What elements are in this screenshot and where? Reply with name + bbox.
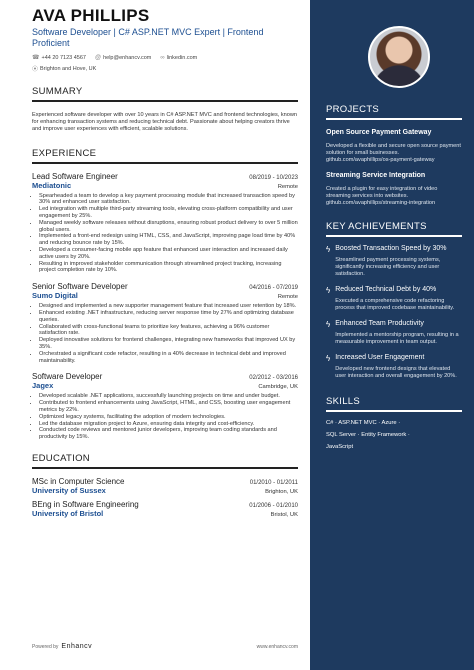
enhancv-logo: Enhancv bbox=[61, 643, 93, 650]
achievement-desc: Developed new frontend designs that elevated user interaction and overall engagement by 20%. bbox=[335, 366, 457, 380]
footer-url[interactable]: www.enhancv.com bbox=[256, 643, 298, 650]
link-icon: ∞ bbox=[160, 54, 165, 61]
skills-heading: SKILLS bbox=[326, 396, 462, 412]
job-title: Software Developer bbox=[32, 372, 103, 382]
bullet-list bbox=[32, 393, 298, 441]
edu-dates: 01/2006 - 01/2010 bbox=[249, 502, 298, 509]
degree: BEng in Software Engineering bbox=[32, 499, 139, 509]
bullet-item: • Optimized legacy systems, facilitating the adoption of modern technologies. bbox=[39, 414, 298, 421]
school-name: University of Sussex bbox=[32, 485, 106, 495]
bullet-item: • Collaborated with cross-functional teams to prioritize key features, achieving a 96% customer satisfaction rate. bbox=[39, 324, 298, 338]
powered-by bbox=[32, 643, 92, 650]
bullet-item: • Conducted code reviews and mentored junior developers, improving team coding standards and productivity by 15%. bbox=[39, 427, 298, 441]
experience-heading: EXPERIENCE bbox=[32, 148, 298, 164]
achievement-desc: Streamlined payment processing systems, significantly increasing efficiency and user satisfaction. bbox=[335, 257, 441, 277]
bullet-item: • Enhanced existing .NET infrastructure, reducing server response time by 27% and optimizing database queries. bbox=[39, 310, 298, 324]
email-contact[interactable] bbox=[95, 55, 151, 61]
job-entry bbox=[32, 372, 298, 441]
phone-contact[interactable] bbox=[32, 54, 86, 61]
achievement-name: Reduced Technical Debt by 40% bbox=[335, 285, 437, 293]
footer bbox=[32, 643, 298, 650]
location-pin-icon: ⦿ bbox=[32, 67, 39, 73]
sidebar bbox=[310, 0, 474, 670]
project-entry bbox=[326, 128, 462, 163]
bullet-item: • Developed scalable .NET applications, successfully launching projects on time and under budget. bbox=[39, 393, 298, 400]
bullet-item: • Managed weekly software releases without disruptions, ensuring robust product delivery to over 5 million global users. bbox=[39, 220, 298, 234]
company-name: Sumo Digital bbox=[32, 291, 78, 301]
achievements-heading: KEY ACHIEVEMENTS bbox=[326, 221, 462, 237]
summary-heading: SUMMARY bbox=[32, 86, 298, 102]
job-location: Cambridge, UK bbox=[258, 384, 298, 391]
company-name: Mediatonic bbox=[32, 180, 72, 190]
project-desc: Developed a flexible and secure open source payment solution for small businesses. github.com/avaphillips/os-payment-gateway bbox=[326, 143, 461, 163]
phone-icon: ☎ bbox=[32, 55, 40, 61]
job-title: Lead Software Engineer bbox=[32, 171, 118, 181]
school-name: University of Bristol bbox=[32, 508, 104, 518]
bullet-item: • Orchestrated a significant code refactor, resulting in a 40% decrease in technical debt and improved maintainability. bbox=[39, 351, 298, 365]
achievement-name: Increased User Engagement bbox=[335, 353, 425, 361]
job-title: Senior Software Developer bbox=[32, 282, 128, 292]
location-row bbox=[32, 64, 298, 73]
job-entry bbox=[32, 282, 298, 364]
achievement-entry bbox=[326, 245, 462, 278]
phone-text: +44 20 7123 4567 bbox=[41, 54, 86, 61]
project-entry bbox=[326, 171, 462, 206]
achievement-name: Enhanced Team Productivity bbox=[335, 319, 424, 327]
bullet-item: • Implemented a front-end redesign using HTML, CSS, and JavaScript, improving page load time by 40% and reducing bounce rate by 15%. bbox=[39, 233, 298, 247]
job-dates: 08/2019 - 10/2023 bbox=[249, 174, 298, 181]
achievement-entry bbox=[326, 286, 462, 312]
edu-location: Brighton, UK bbox=[265, 488, 298, 495]
achievement-desc: Executed a comprehensive code refactoring process that improved codebase maintainability. bbox=[335, 298, 455, 311]
skills-line: C# · ASP.NET MVC · Azure · bbox=[326, 419, 401, 426]
job-location: Remote bbox=[277, 294, 298, 301]
at-icon: @ bbox=[95, 54, 102, 61]
education-entry bbox=[32, 477, 298, 495]
lightning-icon: ϟ bbox=[326, 244, 331, 254]
profile-photo bbox=[368, 26, 430, 88]
company-name: Jagex bbox=[32, 381, 54, 391]
bullet-item: • Developed a consumer-facing mobile app feature that enhanced user interaction and increased daily active users by 20%. bbox=[39, 247, 298, 261]
bullet-item: • Led the database migration project to Azure, ensuring data integrity and cost-efficiency. bbox=[39, 421, 298, 428]
powered-by-text: Powered by bbox=[32, 643, 59, 650]
location-text: Brighton and Hove, UK bbox=[40, 65, 97, 72]
edu-location: Bristol, UK bbox=[270, 511, 298, 518]
edu-dates: 01/2010 - 01/2011 bbox=[249, 479, 298, 486]
bullet-item: • Resulting in improved stakeholder communication through streamlined project tracking, increasing project completion rate by 10%. bbox=[39, 261, 298, 275]
email-text: help@enhancv.com bbox=[103, 54, 152, 61]
bullet-item: • Designed and implemented a new supporter management feature that increased user retention by 18%. bbox=[39, 303, 298, 310]
bullet-item: • Led integration with multiple third-party streaming tools, elevating cross-platform compatibility and user engagement by 25%. bbox=[39, 206, 298, 220]
linkedin-contact[interactable] bbox=[160, 55, 197, 61]
achievement-entry bbox=[326, 354, 462, 380]
headline: Software Developer | C# ASP.NET MVC Expert | Frontend Proficient bbox=[32, 27, 264, 48]
job-dates: 04/2016 - 07/2019 bbox=[249, 285, 298, 292]
skills-line: JavaScript bbox=[326, 443, 354, 450]
bullet-list bbox=[32, 303, 298, 364]
linkedin-text: linkedin.com bbox=[166, 54, 198, 61]
lightning-icon: ϟ bbox=[326, 319, 331, 329]
bullet-item: • Contributed to frontend enhancements using JavaScript, HTML, and CSS, boosting user engagement metrics by 22%. bbox=[39, 400, 298, 414]
project-name: Streaming Service Integration bbox=[326, 172, 426, 180]
skills-line: SQL Server · Entity Framework · bbox=[326, 431, 410, 438]
achievement-entry bbox=[326, 320, 462, 346]
bullet-list bbox=[32, 193, 298, 275]
lightning-icon: ϟ bbox=[326, 285, 331, 295]
education-entry bbox=[32, 500, 298, 518]
projects-heading: PROJECTS bbox=[326, 104, 462, 120]
achievement-name: Boosted Transaction Speed by 30% bbox=[335, 244, 447, 252]
project-name: Open Source Payment Gateway bbox=[326, 129, 432, 136]
lightning-icon: ϟ bbox=[326, 353, 331, 363]
summary-text: Experienced software developer with over 10 years in C# ASP.NET MVC and frontend technologies, known for enhancing transaction systems and reducing technical debt. Passionate about helping creators thrive and improve user experiences with efficient, scalable solutions. bbox=[32, 112, 298, 133]
bullet-item: • Spearheaded a team to develop a key payment processing module that increased transaction speed by 30% and enhanced user satisfaction. bbox=[39, 193, 298, 207]
job-dates: 02/2012 - 03/2016 bbox=[249, 375, 298, 382]
job-entry bbox=[32, 172, 298, 275]
job-location: Remote bbox=[277, 183, 298, 190]
achievement-desc: Implemented a mentorship program, resulting in a measurable improvement in team output. bbox=[335, 332, 459, 346]
education-heading: EDUCATION bbox=[32, 453, 298, 469]
candidate-name: AVA PHILLIPS bbox=[32, 6, 150, 25]
project-desc: Created a plugin for easy integration of video streaming services into websites. github.com/avaphillips/streaming-integration bbox=[326, 186, 438, 206]
degree: MSc in Computer Science bbox=[32, 476, 125, 486]
contact-row bbox=[32, 54, 298, 61]
bullet-item: • Deployed innovative solutions for frontend challenges, integrating new frameworks that improved UX by 35%. bbox=[39, 337, 298, 351]
